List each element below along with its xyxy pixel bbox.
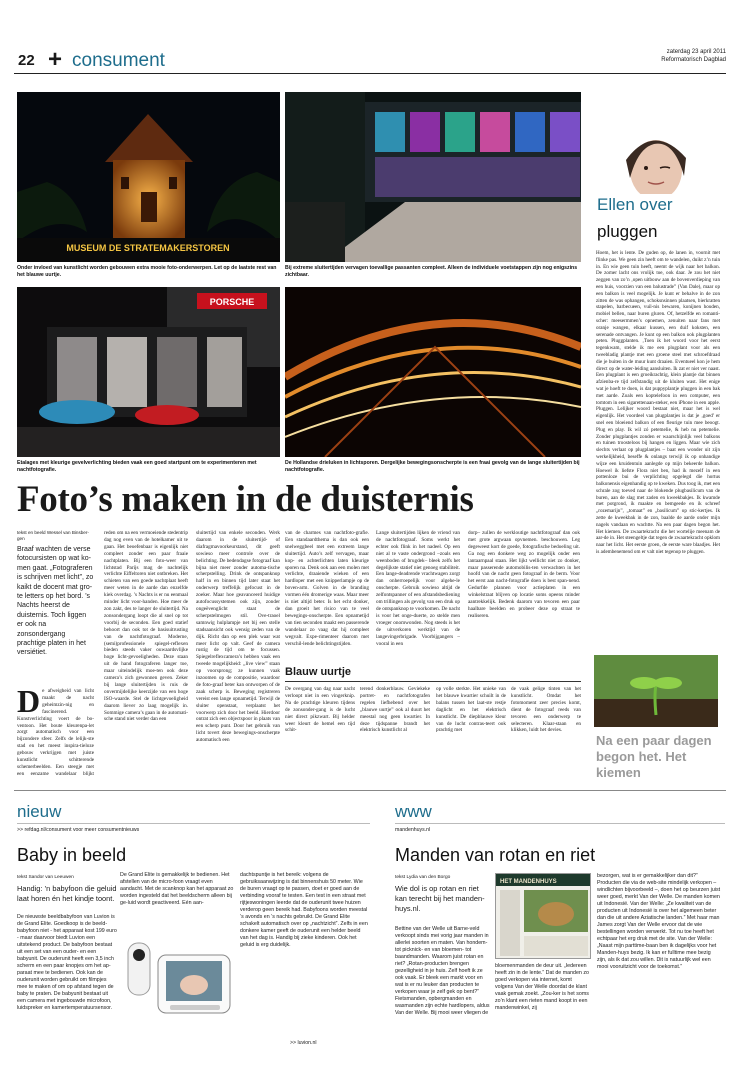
webshop-screenshot — [495, 873, 591, 959]
photo-caption-3: Etalages met kleurige gevelverlichting bieden vaak een goed startpunt om te experimenteren met nachtfotografie. — [17, 460, 257, 473]
showroom-illustration — [17, 287, 280, 457]
babyfoon-illustration — [120, 925, 235, 1035]
article-column-3: sluitertijd van enkele seconden. Werk daarom in de sluitertijd- of diafragmavoorkeurstand, dit geeft sowieso meer controle over de belichting. De bedendagse fotograaf kan bijna niet meer zonder automa-tische scherpstelling. Drink de ontspanknop half in en binnen tijd later staat het onderwerp treffelijk gefocust in de zoeker. Maar hoe geavanceerd huidige autofocussystemen ook zijn, zonder ongeëvenglicht staat de scherpstelmogen stil. Ove-traoel samnwig hulplampje net bij een stelle stadsaansicht ook wensig zeden van de dijk. Richt dan op een plek waar wat meer licht op valt. Geef de camera rustig de tijd om te focussen. Spiegelreflexcamera’s hebben vaak een tweede mogelijkheid: „live view” staan op voorsprong; ze kunnen vaak inzoomen op de compositie, waardoor de foto-graaf beter kan ontworpen of de zaak scherp is. Beweging registreren vereist een lange opnametijd. Terwijl de sluiter openstaat, verplaatst het voorwerp zich door het beeld. Hierdoor ontrat zich een objectspoor in plaats van een scherp punt. Door het gebruik van licht tovert deze bewegings-onscherpte automatisch een — [196, 530, 280, 744]
nieuw-link[interactable]: >> refdag.nl/consument voor meer consumentnieuws — [17, 827, 140, 833]
building-illustration — [285, 92, 581, 262]
column-quote: Na een paar dagen begon het. Het kiemen — [596, 733, 712, 780]
sidebox-column-3: op volle sterkte. Het unieke van het blauwe kwartier schuilt in de balans tussen het laat-ste restje daglicht en het elektrisch kunstlicht. De diepblauwe kleur van de lucht contras-teert ook prachtig met — [436, 686, 506, 734]
sprout-photo — [594, 655, 718, 727]
article-intro: Braaf wachten de verse fotocursisten op wat ko-men gaat. „Fotograferen is schrijven met licht”, zo kaikt de docent mat gro-te letters op het bord. ’s Nachts heerst de duisternis. Toch liggen er ook na zonsondergang prachtige platen in het versiétiet. — [17, 546, 94, 657]
sidebox-column-1: De overgang van dag naar nacht verloopt niet in een vingerknip. Na de prachtige kleuren tijdens de zonsonder-gang is de lucht niet direct pikzwart. Bij helder weer kleurt de hemel een tijd schit- — [285, 686, 355, 734]
nieuw-body-3: dachtspuntje is het bereik: volgens de gebruiksaanwijzing is dat binnenshuis 50 meter. Wie de buren vraagt op te passen, doet er goed aan de verbinding vooraf te testen. Een test in een straat met rijtjeswoningen leerde dat de ouderunit twee huizen verderop geen bereik had. Babyfoons worden meestal ’s avonds en ’s nachts gebruikt. De Grand Elite schakelt automatisch over op „nachtzicht”. Zelfs in een donkere kamer geeft de ouderunit een helder beeld van het dag is. Handig bij zieke kinderen. Ook het geluid is erg duidelijk. — [240, 872, 368, 948]
plus-logo: + — [48, 46, 63, 73]
page-number: 22 — [18, 52, 35, 69]
photo-caption-4: De Hollandse drieluken in lichtsporen. Dergelijke bewegingsonscherpte is een fraai gevolg van de lange sluitertijden bij nachtfotografie. — [285, 460, 580, 473]
tower-illustration — [17, 92, 280, 262]
sidebox-rule — [285, 681, 581, 682]
www-rule — [395, 823, 725, 824]
www-body-1: Bettine van der Welle uit Barne-veld verkoopt sinds mei vorig jaar manden in allerlei soorten en maten. Van hondem- tot picknick- en van bloemen- tot baandmanden. Waarom juist rotan en riet? „Rotan-producten brengen gezelligheid in je huis. Zelf hoeft ik ze ook vaak. Er bleek een markt voor en wat is er nu leuker dan producten te verkopen waar je zelf gek op bent?” Fietsmanden, opbergmanden en wasmanden zijn echte hardlopers, aldus Van der Welle. Bij mooi weer vliegen de — [395, 926, 490, 1016]
photo-tower-night — [17, 92, 280, 262]
article-column-1-text: e afweigheid van licht maakt de nacht geheimzin-nig en fascinerend. Kunstverlichting voert de bo-ventoon. Het boute kleurenpa-let zorgt automatisch voor een bijzondere sfeer. Zelfs de lelijk-ste stad en het meest inspira-tieloze gebouw verkrijgen met juiste kunstlicht schitterende schemerbeelden. Een steegje met een eenzame wandelaar blijkt — [17, 688, 94, 777]
columnist-portrait — [594, 130, 714, 194]
article-column-6: dorp– zullen de werkloutige nachtfotograaf dan ook met grote argwaan opvnemen. beschouwen. Leg degeweest kort de goede, fotografische bedoeling uit. Ga nog een donkere weg zo mogelijk onder een lantaarnpaal staan. Het lijkt wellicht niet zo donker, maar passerende automobilis-ten verwachten in het hoofd van de nacht geen fotograaf in de berm. Voor het eerst aan nacht-fotografie doen is best span-nend. Gedurfde plannen voor actieplaten in een winkelstraat blijven op locatie soms opeens minder aantrekkelijk. Bedenk daarom van tevoren een paar haalbare beelden en probeer deze op straat te realiseren. — [468, 530, 580, 619]
section-divider — [14, 790, 726, 791]
nieuw-footlink[interactable]: >> luvion.nl — [290, 1040, 317, 1046]
bridge-illustration — [285, 287, 581, 457]
article-column-5: Lange sluitertijden lijken de vriend van de nachtfotograaf. Soms werkt het echter ook flink in het nadeel. Op een niet al te vaste ondergrond –zoals een weenboden of brugdek– bleek zelfs het degelijkste statief niet genoeg stabiliteit. Een lange-deadrende vrachtwagen zorgt dan onherroepelijk voor algehe-le onscherpte. Gebruik sowieso altijd de zelfontspanner of een afstandsbediening om trillingen als gevolg van een druk op de ontspanknop te voorkomen. De nacht is voor het ongе-duerte, zo stelde men vroeger onomwonden. Nog steeds is het de uitverkoren werktijd van de langevingerbrigade. Voorbijgangers –vooral in een — [376, 530, 460, 647]
www-section-title: www — [395, 802, 432, 821]
sprout-illustration — [594, 655, 718, 727]
nieuw-byline: tekst Sandor van Leeuwen — [17, 875, 74, 880]
sidebox-column-2: terend donkerblauw. Geviekeke portret- en nachtfotografen regelen liefhebend over het „blauwe uurtje” ook al duurt het meestal nog geen kwartier. In deze tijdspanne brandt het elektrisch kunstlicht al — [360, 686, 430, 734]
museum-sign: MUSEUM DE STRATEMAKERSTOREN — [66, 243, 230, 253]
issue-date: zaterdag 23 april 2011 — [666, 49, 726, 55]
babyfoon-image — [120, 925, 235, 1035]
nieuw-article-title: Baby in beeld — [17, 845, 127, 865]
column-kicker: Ellen over — [597, 195, 673, 214]
www-article-title: Manden van rotan en riet — [395, 845, 596, 865]
sidebox-column-4: de vaak gelige tinten van het kunstlicht. Omdat het fotomoment zeer precies komt, dient de fotograaf reeds van tevoren een onderwerp te selecteren. Klaar-staan en klikken, luidt het devies. — [511, 686, 581, 734]
page-header — [14, 48, 726, 74]
photo-caption-2: Bij extreme sluitertijden vervagen toevallige passanten compleet. Alleen de individuele voetstappen zijn nog enigszins zichtbaar. — [285, 265, 578, 278]
photo-caption-1: Onder invloed van kunstlicht worden gebouwen extra mooie foto-onderwerpen. Let op de laatste rest van het blauwe uurtje. — [17, 265, 277, 278]
column-text: Hoem, het is lente. De guden op, de lanen in, voornit met flinke pas. We geen zin heeft om te wandelen, duikt z’n tuin in. En wie geen tuin heeft, neemt de wijk naar het balkon. De zomer lacht ons vrolijk toe, ook daar. Je zou het niet zeggen van zo’n ‚open uitbouw aan de bovenverdieping van een huis, voorzien van een balustrade” (Van Dale), maar op een balkon is veel mogelijk. Je kunt er behalve in de zon zitten de was ophangen, schoksnsinnen plaatsen, bierkratten stapelen, barbecueen, vuil-nis bewaren, konijnen houden, mobiel bellen, naar buren gluren. Of, hetzelfde en romanti-scher: meesermmen’s opnemen, zenuiten naar fans met oranje wangen, elkaar kussen, een duif koksten, een serenade ontvangen. Je kunt op een balkon ook plugplanten peten. Pluggplanten. ‚Toen ik het woord voor het eerst tegenkwam, stelde ik me een plugplant voor als een tweebladig plantje met een groene steel met schroefdraad die je buiten in de muur kunt draaien. Eventueel kon je hem direct op de water-leiding aansluiten. Ik zat er niet ver naast. Een plugplant is een groeikrachtig, klein plantje dat binnen afzienba-re tijd zelfstandig uit de kluiten wast. Het enige wat je hoeft te doen, is dat puppyplantje pluggen in een bak met aarde. Zoals een koptelefoon in een computer, een tomtom in een sigarettenaan-steker, een iPhone in een apple. Pluggen. Lelijker woord bestaat niet, maar het is wel eigenlijk. Het voordeel van plugplantjes is dat je ‚goed’ er snel een bloeiend balkon of een fleurige tuin mee beoogt. Plug en play. Ik wil zó petemelie, & heb nu petemelie. Zonder plugplantjes zonden er waarschijnlijk veel balkons en tuinen troosteloos bij hangen en liggen. Maar wie zich slechts verlaat op plugplantjes – baat een wonder uit zijn werkelijkheid, beseffe & onlangs terwijl ik op onhandige wijze een kruidentuin aanlegde op mijn bekeerde balkon. Hoewel ik liefste Flora niet ben, had ik mezelf in een pottenloze bui de verplichting opgelegd die hortus balkonensis eigenhandig op te kweken. Dus toog ik, met een schrale zog toeved naar de blokende plugbasilicum van de buren, aan de slag met zaden en kweekbakjes. Ik kwamde met potgrond, ik maakte en bemgeede en ik schreef „rozemarijn”, „tomaat” en „basilicum” op stic-kertjes. Ik zette de kweekbak in de zon, baalde de aarde onder mijn nagels vandaan en wachtte. Na een paar dagen begon het. Het kiemen. De zwaartekracht die het wortelije meenam de aar-de in. Het steengeltje dat tegen de zwaartekracht opklom naar het licht. Het eerste groen, de eerste ware blaadjes. Het is adembenemend om er valt niet tegenop te pluggen. — [596, 250, 720, 556]
photo-building-lights — [285, 92, 581, 262]
webshop-illustration — [496, 874, 591, 959]
www-body-2: bloemenmanden de deur uit. „Iedereen heeft zin in de lente.” Dat de manden zo goed verkopen via internet, komt volgens Van der Welle doordat de klant vaak gemak zoekt. „Zou-ker is het soms zo’n klant een rieten mand koopt in een mandenwinkel, zij — [495, 963, 589, 1011]
article-column-2: reden om na een vermoeiende stedentrip dag nog even van de hotelkamer uit te gaan. Het beoefenbaar is eigenlijk niet compleet zonder een paar fraaie nachtplaten. Bij een foto-weer van lichtstad Parijs mag de nachtelijk verlichte Eiffeltoren niet ontbreken. Het schieten van een goede nachtplaat heeft meer weten in de aarde dan enzelfde kiek overdag. ’s Nachts is er nu eenmaal minder licht voor-handen. Hoe meer de zon zakt, des te langer de sluitertijd. Na zonsondergang loopt die al snel op tot voorbij de seconden. Een goed statief behoort dan ook tot de basisuitrusting van de nachtfotograaf. Moderne, (semi)professionele spiegel-reflexen bieden steeds vaker ouwaardsvlijke hoge licht-gevoeligheden. Deze staan uit de hand fotograferen langer toe, maar uiteindelijk moe-ten ook deze camera’s zich gewonnen geven. Zeker bij lange sluitertijden is ruis de onvermijdelijke keerzijde van een hoge ISO-waarde. Stel de lichtgevoeligheid daarom liever zo laag mogelijk in. Sommige camera’s gaan in de automati-sche stand niet verder dan een — [104, 530, 188, 723]
column-title: pluggen — [597, 222, 658, 241]
article-column-1 — [17, 688, 94, 778]
section-title: consument — [72, 50, 165, 71]
newspaper-name: Reformatorisch Dagblad — [661, 57, 726, 63]
photo-porsche-showroom — [17, 287, 280, 457]
portrait-illustration — [594, 130, 714, 194]
nieuw-section-title: nieuw — [17, 802, 62, 821]
nieuw-rule — [17, 823, 370, 824]
www-byline: tekst Lydia van den Borgo — [395, 875, 451, 880]
sidebox-title: Blauw uurtje — [285, 666, 352, 678]
www-link[interactable]: mandenhuys.nl — [395, 827, 431, 833]
nieuw-lead: Handig: ’n babyfoon die geluid laat horen én het kindje toont. — [17, 884, 117, 903]
shop-banner: HET MANDENHUYS — [500, 879, 557, 885]
article-column-4: van de charmes van nachtfoto-grafie. Een standaardthema is dan ook een snelweggbeel met een extreem lange sluitertijd. Auto’s zelf vervagen, maar kop- en achterlichten laten kleurige sporen na. Denk ook aan een molen met verlichte, draaiende wieken of een hardloper met een knipperlampje op de boven-arm. Golven in de branding vormen één dromerige waas. Maar meer is niet altijd beter. Is het echt donker, dan groeit het risico van te veel bewegings-onscherpte. Een opnametijd van tien seconden maakt een passerende wandelaar zo vaag dat hij compleet wegvalt. Expe-rimenteer daarom met verschil-lende belichtingstijden. — [285, 530, 369, 647]
drop-cap: D — [17, 688, 41, 719]
article-byline: tekst en beeld Wessel van Binsber-gen — [17, 530, 89, 541]
date-block — [661, 48, 726, 64]
www-body-3: bezorgen, wat is er gemakkelijker dan dit?” Producten die via de web-site mindelijk verkopen – windlichten bijvoorbeeld –, doen het op beurzen juist weer goed, merkt Van der Welle. De manden komen uit Indonesië. Van der Welle: „Ze kwaliteit van de producten uit Indonesië is over het algemeen beter dan die uit andere Aziatische landen.” Met haar man James zorgt Van der Welle ervoor dat de wie bestellingen worden verwerkt. Tot nu toe heeft het echtpaar het erg druk met de site. Van der Welle: „Naast mijn parttime-baan ben ik dagelijks voor het Manden-huys bezig. Ik kan er fulltime mee bezig zijn, als ik dat zou willen. Dit is natuurlijk wel een mooi vooruitzicht voor de toekomst.” — [597, 873, 721, 970]
porsche-sign: PORSCHE — [209, 297, 255, 307]
article-headline: Foto’s maken in de duisternis — [17, 479, 474, 520]
nieuw-body-2: De Grand Elite is gemakkelijk te bedienen. Het afstellen van de micro-foon vraagt even aandacht. Met de scanknop kan het apparaat zo worden ingesteld dat het beeldscherm alleen bij ge-luid wordt geactiveerd. Eén aan- — [120, 872, 234, 906]
nieuw-body-1: De nieuwste beeldbabyfoon van Luvion is de Grand Elite. Goedkoop is de beeld-babyfoon niet - het apparaat kost 199 euro - maar daarvoor biedt Luvion een uitstekend product. De babyfoon bestaat uit een set van een ouder- en een babyunit. De ouderunit heeft een 3,5 inch scherm en een paar knopjes om het ap-paraat mee te bedienen. Ook kan de ouderunit worden gebruikt om filmpjes mee te maken of om op afstand tegen de baby te praten. De babyunit bestaat uit een camera met ingebouwde microfoon, luidspreker en kamertemperatuursensor. — [17, 914, 117, 1011]
www-lead: Wie dol is op rotan en riet kan terecht bij het manden-huys.nl. — [395, 884, 485, 913]
photo-light-trails — [285, 287, 581, 457]
